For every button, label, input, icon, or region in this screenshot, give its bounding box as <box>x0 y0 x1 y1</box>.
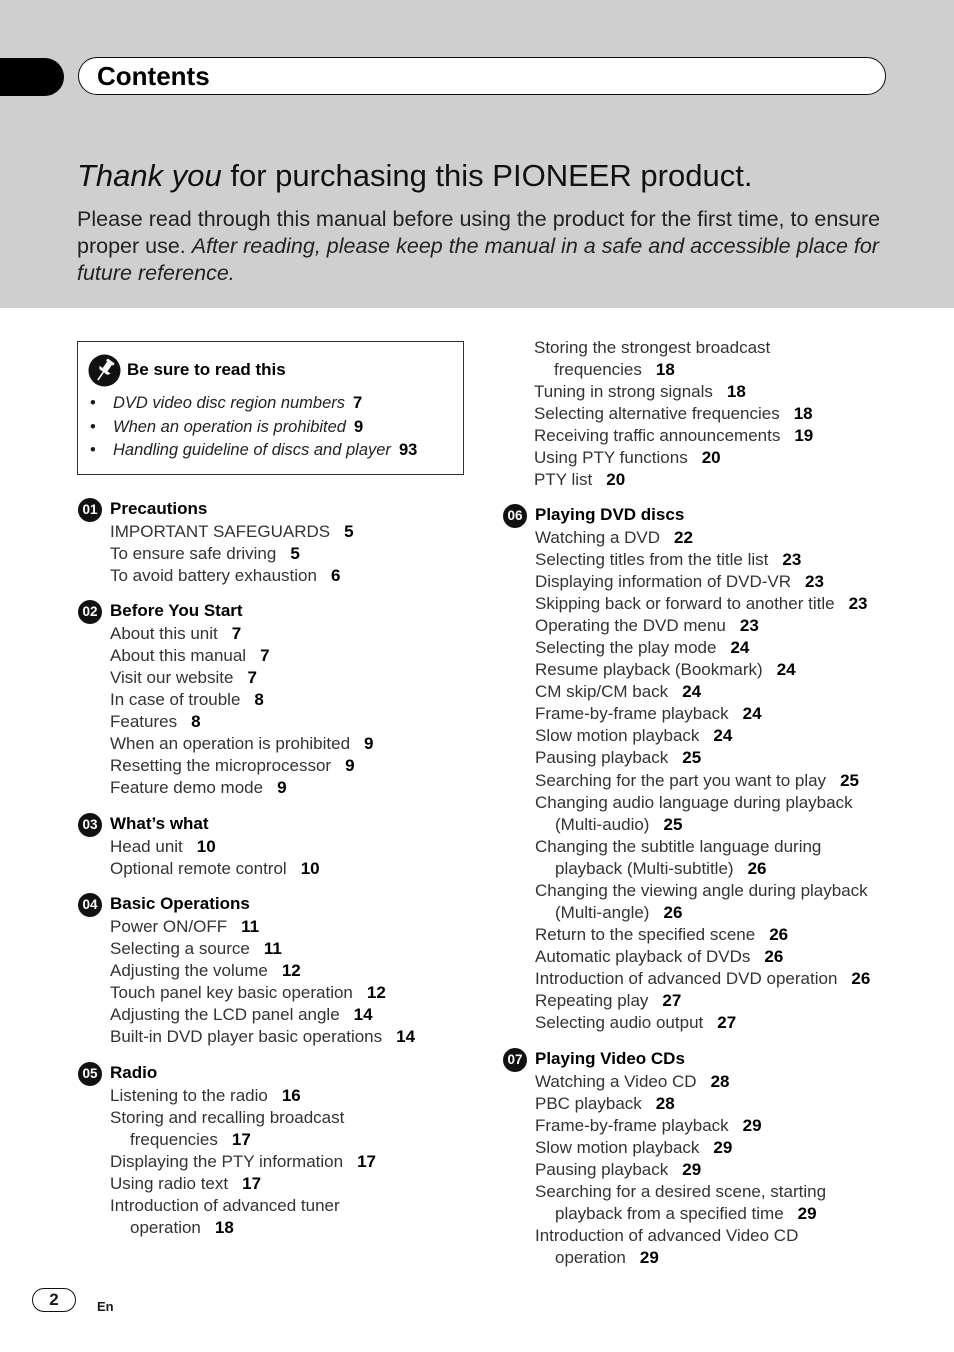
toc-entry[interactable] <box>110 1217 376 1239</box>
toc-entry[interactable] <box>535 747 870 769</box>
toc-page-number: 5 <box>290 544 300 564</box>
toc-entry-text: Changing audio language during playback <box>535 792 853 812</box>
toc-page-number: 26 <box>769 924 789 944</box>
toc-entry[interactable] <box>535 1247 826 1269</box>
toc-page-number: 25 <box>682 748 702 768</box>
section-entries <box>110 1085 376 1239</box>
toc-entry[interactable] <box>535 836 870 858</box>
toc-page-number: 27 <box>662 990 682 1010</box>
toc-entry[interactable] <box>110 1195 376 1217</box>
toc-entry-text: Introduction of advanced Video CD <box>535 1226 799 1246</box>
toc-entry[interactable] <box>535 1115 826 1137</box>
intro-italic: After reading, please keep the manual in a safe and accessible place for future reference. <box>77 234 879 285</box>
toc-entry[interactable] <box>110 689 374 711</box>
toc-entry-text: Using radio text <box>110 1174 229 1194</box>
toc-entry-text: Searching for the part you want to play <box>535 770 827 790</box>
toc-entry-text: Selecting a source <box>110 939 250 959</box>
thank-you-italic: Thank you <box>77 158 222 193</box>
section-title[interactable]: Precautions <box>110 499 208 518</box>
toc-page-number: 9 <box>364 734 374 754</box>
toc-page-number: 10 <box>300 859 320 879</box>
toc-page-number: 9 <box>345 756 355 776</box>
toc-entry-text: Frame-by-frame playback <box>535 1116 729 1136</box>
toc-page-number: 8 <box>254 690 264 710</box>
toc-entry-text: Displaying the PTY information <box>110 1152 344 1172</box>
toc-page-number: 23 <box>848 594 868 614</box>
toc-entry-text: Introduction of advanced tuner <box>110 1196 340 1216</box>
toc-page-number: 26 <box>851 968 871 988</box>
section-number-badge: 01 <box>78 498 102 522</box>
toc-entry[interactable] <box>110 711 374 733</box>
toc-page-number: 17 <box>357 1152 376 1172</box>
intro-paragraph <box>77 206 897 287</box>
toc-entry[interactable] <box>535 703 870 725</box>
toc-entry-text: Introduction of advanced DVD operation <box>535 968 838 988</box>
toc-entry[interactable] <box>110 916 415 938</box>
toc-entry[interactable] <box>110 836 320 858</box>
toc-entry[interactable] <box>535 681 870 703</box>
toc-page-number: 20 <box>606 470 626 490</box>
be-sure-to-read-title: Be sure to read this <box>127 360 286 379</box>
pushpin-icon <box>88 354 121 387</box>
toc-entry-text: Resume playback (Bookmark) <box>535 660 763 680</box>
toc-page-number: 25 <box>840 770 859 790</box>
toc-entry-text: Selecting audio output <box>535 1013 704 1033</box>
toc-entry-text: Power ON/OFF <box>110 917 228 936</box>
toc-entry-text: Watching a Video CD <box>535 1072 697 1091</box>
toc-page-number: 14 <box>396 1027 416 1047</box>
toc-entry[interactable] <box>535 880 870 902</box>
toc-entry-text: Skipping back or forward to another title <box>535 594 835 614</box>
toc-page-number: 12 <box>366 983 386 1003</box>
toc-entry-text: To avoid battery exhaustion <box>110 566 317 586</box>
toc-entry[interactable] <box>110 543 354 565</box>
toc-entry-text: Touch panel key basic operation <box>110 983 353 1003</box>
section-title[interactable]: Playing Video CDs <box>535 1049 685 1068</box>
toc-page-number: 7 <box>231 624 242 643</box>
toc-entry-text: Return to the specified scene <box>535 924 756 944</box>
toc-entry-text: Slow motion playback <box>535 726 700 746</box>
thank-you-heading <box>77 158 752 194</box>
read-box-item-page: 7 <box>353 394 363 412</box>
toc-entry[interactable] <box>535 637 870 659</box>
toc-page-number: 11 <box>241 917 260 936</box>
toc-page-number: 10 <box>196 837 216 856</box>
toc-entry-text: PBC playback <box>535 1094 642 1114</box>
toc-page-number: 19 <box>794 426 814 446</box>
toc-page-number: 7 <box>260 646 270 666</box>
section-title[interactable]: Playing DVD discs <box>535 505 685 524</box>
toc-entry[interactable] <box>110 938 415 960</box>
toc-entry[interactable] <box>110 667 374 689</box>
toc-entry-text: Pausing playback <box>535 1160 669 1180</box>
section-title[interactable]: What’s what <box>110 814 209 833</box>
toc-entry[interactable] <box>535 902 870 924</box>
toc-entry-text: Feature demo mode <box>110 778 264 798</box>
toc-page-number: 11 <box>263 939 282 959</box>
toc-entry-text: Adjusting the LCD panel angle <box>110 1005 340 1025</box>
bullet-icon: • <box>90 394 96 412</box>
toc-entry[interactable] <box>535 1225 826 1247</box>
section-title[interactable]: Radio <box>110 1063 158 1082</box>
toc-entry-text: Automatic playback of DVDs <box>535 946 751 966</box>
toc-entry-text: Features <box>110 712 178 732</box>
toc-page-number: 29 <box>713 1138 733 1158</box>
toc-entry-text: Tuning in strong signals <box>534 382 713 402</box>
toc-entry-text: Changing the viewing angle during playback <box>535 880 868 900</box>
toc-entry[interactable] <box>535 792 870 814</box>
toc-entry[interactable] <box>110 1107 376 1129</box>
toc-entry[interactable] <box>110 1129 376 1151</box>
section-title[interactable]: Before You Start <box>110 601 243 620</box>
toc-page-number: 29 <box>797 1204 817 1224</box>
toc-entry[interactable] <box>110 623 374 645</box>
toc-entry[interactable] <box>535 1203 826 1225</box>
toc-entry[interactable] <box>110 982 415 1004</box>
toc-entry[interactable] <box>110 755 374 777</box>
read-box-item-text: Handling guideline of discs and player <box>113 441 391 459</box>
section-entries <box>110 521 354 587</box>
be-sure-to-read-box <box>77 341 464 475</box>
read-box-item-page: 93 <box>398 441 418 459</box>
toc-entry[interactable] <box>534 469 813 491</box>
section-title[interactable]: Basic Operations <box>110 894 250 913</box>
toc-page-number: 17 <box>231 1130 251 1150</box>
toc-entry[interactable] <box>110 1026 415 1048</box>
toc-entry-text: About this unit <box>110 624 218 643</box>
section-entries <box>110 916 415 1048</box>
toc-entry-text: Head unit <box>110 837 183 856</box>
toc-entry[interactable] <box>534 359 813 381</box>
toc-entry-text: Searching for a desired scene, starting <box>535 1182 827 1202</box>
toc-entry[interactable] <box>535 858 870 880</box>
toc-page-number: 23 <box>782 550 802 570</box>
section-number-badge: 05 <box>78 1062 102 1086</box>
toc-entry[interactable] <box>110 1173 376 1195</box>
toc-entry[interactable] <box>110 645 374 667</box>
toc-entry-text: Built-in DVD player basic operations <box>110 1027 383 1047</box>
radio-continued-list <box>534 337 813 491</box>
toc-entry-text: Operating the DVD menu <box>535 616 726 636</box>
toc-entry[interactable] <box>534 425 813 447</box>
toc-entry[interactable] <box>110 777 374 799</box>
toc-page-number: 18 <box>726 382 746 402</box>
toc-entry[interactable] <box>110 733 374 755</box>
toc-page-number: 26 <box>663 902 683 922</box>
toc-entry-text: (Multi-audio) <box>555 814 650 834</box>
toc-entry[interactable] <box>534 403 813 425</box>
section-entries <box>535 527 870 1034</box>
toc-entry[interactable] <box>535 593 870 615</box>
toc-entry-text: Repeating play <box>535 990 649 1010</box>
toc-page-number: 14 <box>353 1005 373 1025</box>
toc-entry[interactable] <box>110 565 354 587</box>
toc-entry-text: To ensure safe driving <box>110 544 277 564</box>
read-box-item[interactable] <box>90 441 417 465</box>
toc-page-number: 24 <box>730 638 750 658</box>
toc-entry-text: Displaying information of DVD-VR <box>535 572 792 592</box>
toc-entry[interactable] <box>534 381 813 403</box>
toc-entry-text: Adjusting the volume <box>110 961 268 981</box>
toc-page-number: 7 <box>247 668 257 688</box>
toc-entry[interactable] <box>535 924 870 946</box>
toc-entry[interactable] <box>535 990 870 1012</box>
toc-page-number: 23 <box>805 572 824 592</box>
toc-page-number: 23 <box>739 616 759 636</box>
toc-entry[interactable] <box>535 1012 870 1034</box>
toc-entry[interactable] <box>535 659 870 681</box>
toc-page-number: 25 <box>663 814 683 834</box>
toc-entry[interactable] <box>535 770 870 792</box>
toc-entry-text: About this manual <box>110 646 247 666</box>
toc-page-number: 29 <box>682 1160 702 1180</box>
section-tab-marker <box>0 58 64 96</box>
toc-entry[interactable] <box>535 968 870 990</box>
toc-page-number: 5 <box>344 522 354 541</box>
section-entries <box>535 1071 826 1269</box>
toc-page-number: 18 <box>793 404 813 424</box>
section-entries <box>110 623 374 799</box>
toc-entry-text: Selecting the play mode <box>535 638 717 658</box>
toc-page-number: 26 <box>747 858 767 878</box>
toc-entry[interactable] <box>534 337 813 359</box>
toc-entry-text: Changing the subtitle language during <box>535 836 822 856</box>
toc-entry-text: Slow motion playback <box>535 1138 700 1158</box>
toc-entry-text: Selecting alternative frequencies <box>534 404 780 424</box>
toc-entry[interactable] <box>535 814 870 836</box>
toc-entry-text: IMPORTANT SAFEGUARDS <box>110 522 331 541</box>
toc-page-number: 24 <box>776 660 796 680</box>
toc-entry-text: In case of trouble <box>110 690 241 710</box>
toc-entry-text: Selecting titles from the title list <box>535 550 769 570</box>
read-box-item[interactable] <box>90 394 417 418</box>
toc-entry-text: When an operation is prohibited <box>110 734 351 754</box>
section-number-badge: 03 <box>78 813 102 837</box>
section-number-badge: 04 <box>78 893 102 917</box>
toc-page-number: 29 <box>742 1116 762 1136</box>
toc-page-number: 17 <box>242 1174 262 1194</box>
bullet-icon: • <box>90 417 96 436</box>
section-number-badge: 06 <box>503 504 527 528</box>
toc-entry-text: Resetting the microprocessor <box>110 756 332 776</box>
toc-entry-text: Receiving traffic announcements <box>534 426 781 446</box>
toc-entry-text: operation <box>555 1248 626 1268</box>
toc-page-number: 18 <box>214 1218 234 1238</box>
toc-page-number: 20 <box>701 448 721 468</box>
contents-header <box>78 57 886 95</box>
toc-page-number: 27 <box>717 1013 737 1033</box>
toc-entry-text: Optional remote control <box>110 859 287 879</box>
toc-entry-text: playback from a specified time <box>555 1204 784 1224</box>
toc-entry-text: operation <box>130 1218 201 1238</box>
toc-entry[interactable] <box>535 1181 826 1203</box>
toc-entry[interactable] <box>535 1071 826 1093</box>
toc-page-number: 22 <box>674 528 693 547</box>
toc-entry[interactable] <box>110 1085 376 1107</box>
toc-entry-text: frequencies <box>554 360 642 380</box>
toc-page-number: 24 <box>713 726 733 746</box>
bullet-icon: • <box>90 441 96 459</box>
toc-page-number: 18 <box>655 360 675 380</box>
section-number-badge: 07 <box>503 1048 527 1072</box>
toc-entry[interactable] <box>535 1159 826 1181</box>
toc-entry-text: Frame-by-frame playback <box>535 704 729 724</box>
contents-title: Contents <box>97 61 210 91</box>
toc-entry[interactable] <box>110 1151 376 1173</box>
toc-entry-text: Storing the strongest broadcast <box>534 338 771 357</box>
toc-page-number: 26 <box>764 946 784 966</box>
toc-entry-text: PTY list <box>534 470 593 490</box>
toc-entry[interactable] <box>535 725 870 747</box>
toc-page-number: 28 <box>655 1094 675 1114</box>
read-box-item[interactable] <box>90 418 417 442</box>
toc-page-number: 9 <box>277 778 287 798</box>
toc-entry[interactable] <box>534 447 813 469</box>
language-code: En <box>97 1299 114 1314</box>
read-box-item-text: DVD video disc region numbers <box>113 394 346 412</box>
toc-entry-text: frequencies <box>130 1130 218 1150</box>
toc-entry[interactable] <box>110 521 354 543</box>
be-sure-to-read-list <box>90 394 417 465</box>
toc-entry[interactable] <box>535 571 870 593</box>
toc-page-number: 24 <box>682 682 702 702</box>
toc-entry[interactable] <box>535 946 870 968</box>
toc-page-number: 24 <box>742 704 762 724</box>
toc-entry[interactable] <box>110 858 320 880</box>
read-box-item-text: When an operation is prohibited <box>113 417 346 436</box>
intro-plain: Please read through this manual before using the product for the first time, to ensure proper use. <box>77 207 881 258</box>
page-number: 2 <box>32 1288 76 1312</box>
toc-page-number: 8 <box>191 712 201 732</box>
toc-entry-text: Watching a DVD <box>535 528 661 547</box>
toc-entry-text: Storing and recalling broadcast <box>110 1108 345 1128</box>
toc-entry[interactable] <box>535 615 870 637</box>
toc-entry-text: Listening to the radio <box>110 1086 268 1105</box>
toc-entry[interactable] <box>110 1004 415 1026</box>
toc-entry[interactable] <box>535 1093 826 1115</box>
toc-entry-text: Pausing playback <box>535 748 669 768</box>
toc-entry-text: Using PTY functions <box>534 448 688 468</box>
section-entries <box>110 836 320 880</box>
toc-page-number: 16 <box>281 1086 301 1105</box>
toc-entry[interactable] <box>535 1137 826 1159</box>
section-number-badge: 02 <box>78 600 102 624</box>
toc-entry-text: (Multi-angle) <box>555 902 650 922</box>
toc-entry-text: playback (Multi-subtitle) <box>555 858 734 878</box>
thank-you-rest: for purchasing this PIONEER product. <box>221 158 753 193</box>
toc-entry[interactable] <box>535 527 870 549</box>
toc-page-number: 6 <box>330 566 341 586</box>
toc-entry[interactable] <box>110 960 415 982</box>
toc-entry[interactable] <box>535 549 870 571</box>
toc-entry-text: CM skip/CM back <box>535 682 669 702</box>
toc-page-number: 12 <box>281 961 301 981</box>
toc-page-number: 28 <box>710 1072 730 1091</box>
toc-entry-text: Visit our website <box>110 668 234 688</box>
toc-page-number: 29 <box>639 1248 659 1268</box>
read-box-item-page: 9 <box>353 417 364 436</box>
